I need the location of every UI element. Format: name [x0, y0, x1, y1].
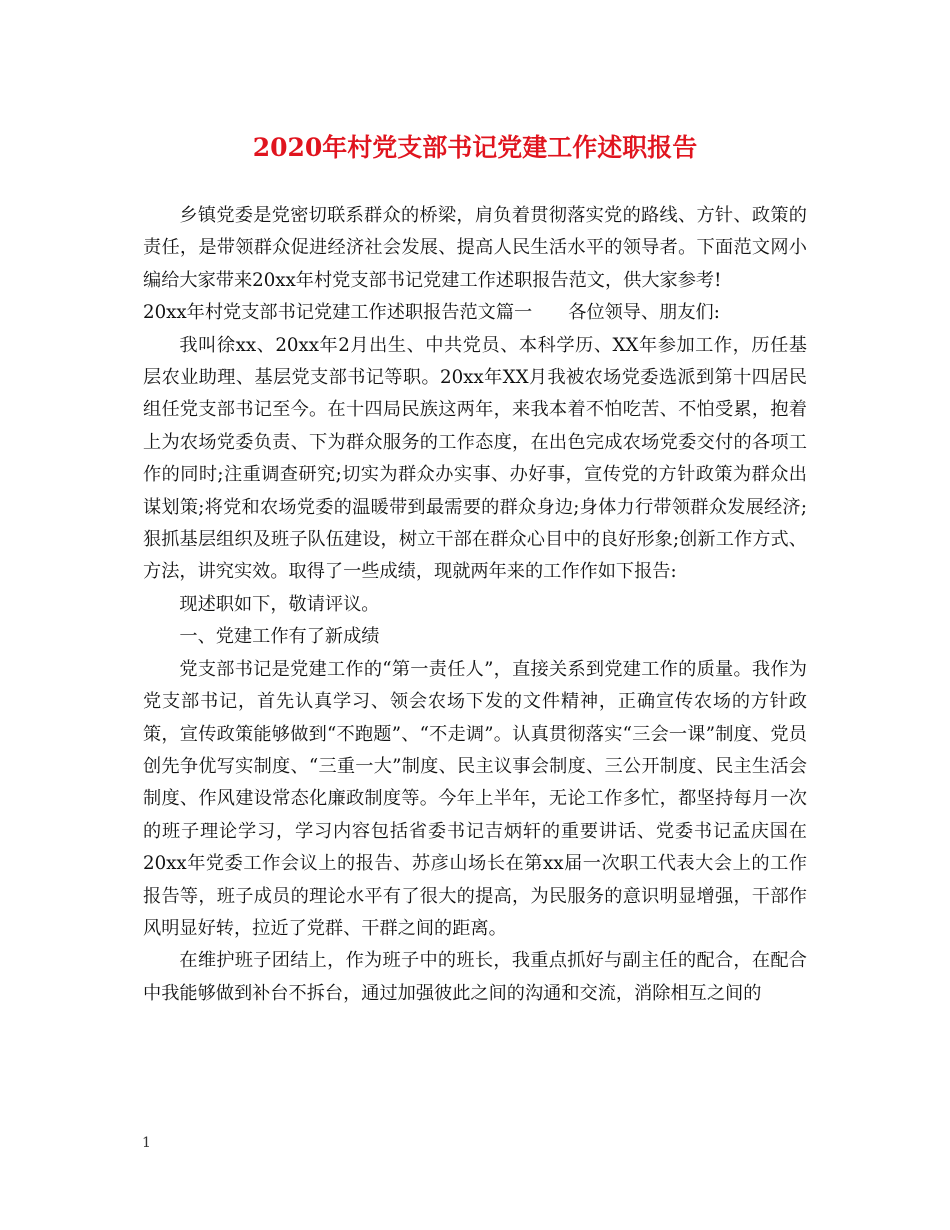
- body-paragraph: 现述职如下，敬请评议。: [179, 593, 380, 615]
- body-paragraph: 党支部书记是党建工作的“第一责任人”，直接关系到党建工作的质量。我作为党支部书记，首先认真学习、领会农场下发的文件精神，正确宣传农场的方针政策，宣传政策能够做到“不跑题”、“不走调”。认真贯彻落实“三会一课”制度、党员创先争优写实制度、“三重一大”制度、民主议事会制度、三公开制度、民主生活会制度、作风建设常态化廉政制度等。今年上半年，无论工作多忙，都坚持每月一次的班子理论学习，学习内容包括省委书记吉炳轩的重要讲话、党委书记孟庆国在20xx年党委工作会议上的报告、苏彦山场长在第xx届一次职工代表大会上的工作报告等，班子成员的理论水平有了很大的提高，为民服务的意识明显增强，干部作风明显好转，拉近了党群、干群之间的距离。: [143, 658, 807, 939]
- document-body: [143, 200, 807, 1010]
- intro-paragraph: 乡镇党委是党密切联系群众的桥梁，肩负着贯彻落实党的路线、方针、政策的责任，是带领群众促进经济社会发展、提高人民生活水平的领导者。下面范文网小编给大家带来20xx年村党支部书记党建工作述职报告范文，供大家参考!: [143, 205, 807, 291]
- section-heading: 一、党建工作有了新成绩: [179, 626, 380, 648]
- document-title: 2020年村党支部书记党建工作述职报告: [252, 133, 698, 162]
- body-paragraph: 在维护班子团结上，作为班子中的班长，我重点抓好与副主任的配合，在配合中我能够做到补台不拆台，通过加强彼此之间的沟通和交流，消除相互之间的: [143, 950, 807, 1004]
- body-paragraph: 我叫徐xx、20xx年2月出生、中共党员、本科学历、XX年参加工作，历任基层农业助理、基层党支部书记等职。20xx年XX月我被农场党委选派到第十四居民组任党支部书记至今。在十四局民族这两年，来我本着不怕吃苦、不怕受累，抱着上为农场党委负责、下为群众服务的工作态度，在出色完成农场党委交付的各项工作的同时;注重调查研究;切实为群众办实事、办好事，宣传党的方针政策为群众出谋划策;将党和农场党委的温暖带到最需要的群众身边;身体力行带领群众发展经济;狠抓基层组织及班子队伍建设，树立干部在群众心目中的良好形象;创新工作方式、方法，讲究实效。取得了一些成绩，现就两年来的工作作如下报告:: [143, 334, 807, 583]
- subheading: 20xx年村党支部书记党建工作述职报告范文篇一: [143, 302, 533, 324]
- subheading-line: [143, 297, 807, 329]
- page-number: 1: [142, 1135, 151, 1151]
- greeting: 各位领导、朋友们:: [568, 302, 720, 324]
